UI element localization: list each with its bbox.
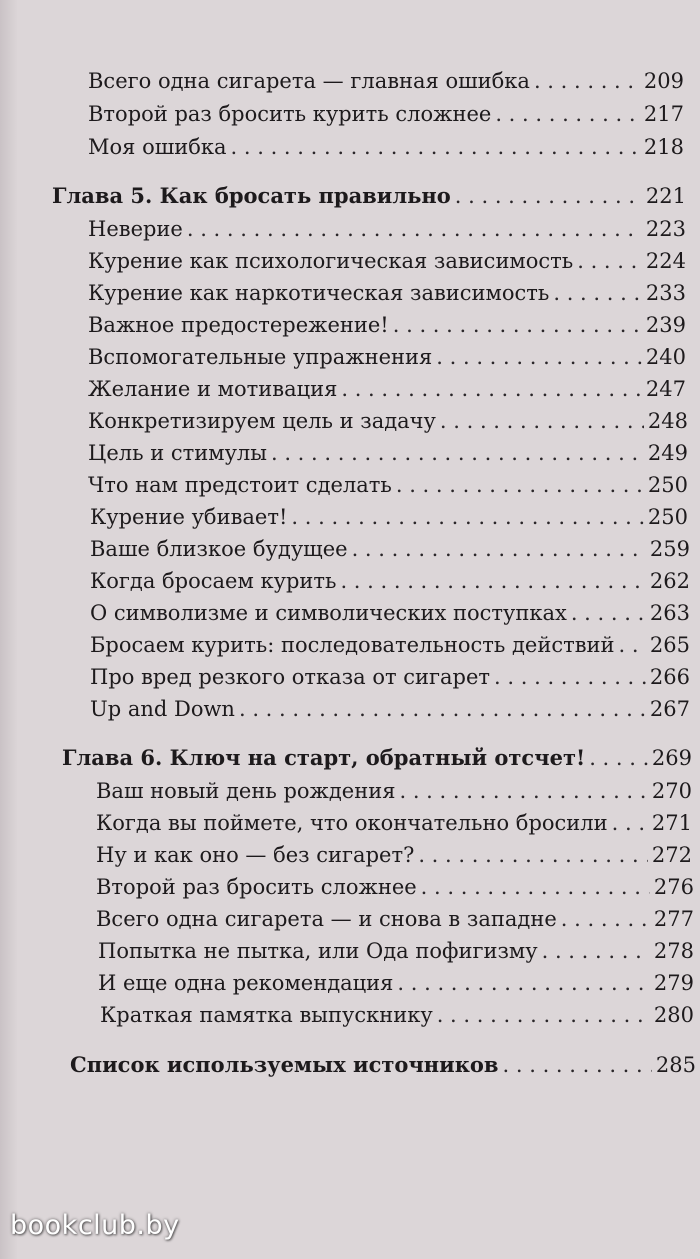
dot-leader bbox=[561, 904, 650, 934]
dot-leader bbox=[455, 181, 642, 211]
dot-leader bbox=[399, 776, 647, 806]
toc-chapter-page: 269 bbox=[651, 746, 692, 770]
toc-entry-title: Про вред резкого отказа от сигарет bbox=[90, 665, 491, 689]
dot-leader bbox=[397, 968, 650, 998]
dot-leader bbox=[340, 566, 645, 596]
toc-entry bbox=[98, 968, 694, 998]
toc-entry-page: 263 bbox=[649, 601, 690, 625]
toc-entry-page: 209 bbox=[643, 69, 684, 93]
dot-leader bbox=[534, 66, 640, 96]
toc-entry bbox=[90, 598, 690, 628]
toc-entry-title: Бросаем курить: последовательность действий bbox=[90, 633, 615, 657]
toc-entry bbox=[88, 132, 684, 162]
dot-leader bbox=[418, 840, 648, 870]
toc-entry bbox=[90, 662, 690, 692]
dot-leader bbox=[291, 502, 644, 532]
toc-entry bbox=[90, 502, 688, 532]
toc-entry-page: 266 bbox=[649, 665, 690, 689]
toc-entry-page: 247 bbox=[645, 377, 686, 401]
toc-entry-title: Что нам предстоит сделать bbox=[88, 473, 392, 497]
toc-entry-page: 233 bbox=[645, 281, 686, 305]
dot-leader bbox=[542, 936, 650, 966]
dot-leader bbox=[231, 132, 640, 162]
toc-entry-title: Курение как психологическая зависимость bbox=[88, 249, 574, 273]
toc-entry bbox=[96, 808, 692, 838]
dot-leader bbox=[352, 534, 646, 564]
toc-entry bbox=[88, 374, 686, 404]
toc-entry-title: Курение убивает! bbox=[90, 505, 288, 529]
toc-chapter-page: 221 bbox=[645, 184, 686, 208]
toc-entry-title: Ваш новый день рождения bbox=[96, 779, 396, 803]
toc-entry-page: 250 bbox=[647, 505, 688, 529]
toc-entry-page: 272 bbox=[651, 843, 692, 867]
toc-entry bbox=[88, 66, 684, 96]
toc-entry-title: О символизме и символических поступках bbox=[90, 601, 567, 625]
toc-entry-page: 259 bbox=[649, 537, 690, 561]
toc-entry-page: 248 bbox=[647, 409, 688, 433]
toc-entry-title: Up and Down bbox=[90, 697, 235, 721]
toc-entry-page: 250 bbox=[647, 473, 688, 497]
toc-entry bbox=[90, 566, 690, 596]
toc-entry-page: 217 bbox=[643, 102, 684, 126]
dot-leader bbox=[495, 99, 640, 129]
toc-entry-title: Желание и мотивация bbox=[88, 377, 338, 401]
toc-entry-page: 240 bbox=[645, 345, 686, 369]
toc-entry-page: 249 bbox=[647, 441, 688, 465]
toc-entry bbox=[90, 630, 690, 660]
toc-entry-title: Краткая памятка выпускнику bbox=[100, 1003, 433, 1027]
toc-entry-page: 277 bbox=[653, 907, 694, 931]
toc-entry bbox=[96, 840, 692, 870]
dot-leader bbox=[571, 598, 646, 628]
toc-entry bbox=[88, 406, 688, 436]
toc-entry-title: Моя ошибка bbox=[88, 135, 227, 159]
toc-entry bbox=[88, 246, 686, 276]
toc-entry-page: 223 bbox=[645, 217, 686, 241]
toc-entry bbox=[90, 534, 690, 564]
dot-leader bbox=[553, 278, 642, 308]
toc-entry-title: Цель и стимулы bbox=[88, 441, 267, 465]
toc-entry-page: 276 bbox=[653, 875, 694, 899]
toc-entry bbox=[96, 904, 694, 934]
toc-entry-title: Попытка не пытка, или Ода пофигизму bbox=[98, 939, 538, 963]
toc-entry-title: Вспомогательные упражнения bbox=[88, 345, 433, 369]
toc-entry-title: Неверие bbox=[88, 217, 183, 241]
toc-entry-title: Конкретизируем цель и задачу bbox=[88, 409, 436, 433]
toc-chapter bbox=[70, 1050, 696, 1080]
toc-entry bbox=[88, 99, 684, 129]
toc-chapter-title: Список используемых источников bbox=[70, 1052, 499, 1077]
toc-entry bbox=[98, 936, 694, 966]
toc-chapter bbox=[52, 181, 686, 211]
dot-leader bbox=[239, 694, 646, 724]
dot-leader bbox=[436, 342, 642, 372]
toc-entry bbox=[88, 438, 688, 468]
toc-entry-page: 218 bbox=[643, 135, 684, 159]
toc-entry-title: Курение как наркотическая зависимость bbox=[88, 281, 550, 305]
dot-leader bbox=[393, 310, 642, 340]
toc-entry-page: 239 bbox=[645, 313, 686, 337]
toc-entry-page: 279 bbox=[653, 971, 694, 995]
toc-entry bbox=[96, 872, 694, 902]
dot-leader bbox=[271, 438, 644, 468]
toc-entry-page: 262 bbox=[649, 569, 690, 593]
toc-entry bbox=[96, 776, 692, 806]
toc-entry bbox=[90, 694, 690, 724]
dot-leader bbox=[619, 630, 646, 660]
dot-leader bbox=[589, 743, 648, 773]
toc-entry bbox=[88, 310, 686, 340]
toc-entry-page: 265 bbox=[649, 633, 690, 657]
toc-entry-page: 270 bbox=[651, 779, 692, 803]
toc-entry bbox=[88, 342, 686, 372]
toc-entry-title: Ваше близкое будущее bbox=[90, 537, 348, 561]
site-watermark: bookclub.by bbox=[10, 1210, 180, 1241]
toc-entry bbox=[88, 470, 688, 500]
dot-leader bbox=[503, 1050, 652, 1080]
toc-entry-title: Всего одна сигарета — и снова в западне bbox=[96, 907, 557, 931]
toc-entry-title: Когда бросаем курить bbox=[90, 569, 337, 593]
dot-leader bbox=[396, 470, 644, 500]
dot-leader bbox=[577, 246, 642, 276]
toc-entry-title: Когда вы поймете, что окончательно бросили bbox=[96, 811, 608, 835]
toc-entry-page: 267 bbox=[649, 697, 690, 721]
toc-entry-title: Второй раз бросить курить сложнее bbox=[88, 102, 492, 126]
toc-chapter-title: Глава 5. Как бросать правильно bbox=[52, 183, 451, 208]
dot-leader bbox=[440, 406, 644, 436]
toc-entry-title: Второй раз бросить сложнее bbox=[96, 875, 417, 899]
toc-entry bbox=[88, 214, 686, 244]
dot-leader bbox=[341, 374, 642, 404]
dot-leader bbox=[437, 1000, 650, 1030]
toc-entry-title: Важное предостережение! bbox=[88, 313, 389, 337]
toc-entry bbox=[88, 278, 686, 308]
toc-entry-page: 224 bbox=[645, 249, 686, 273]
dot-leader bbox=[612, 808, 648, 838]
toc-chapter bbox=[62, 743, 692, 773]
dot-leader bbox=[421, 872, 650, 902]
dot-leader bbox=[187, 214, 642, 244]
toc-entry-title: Всего одна сигарета — главная ошибка bbox=[88, 69, 530, 93]
toc-chapter-page: 285 bbox=[655, 1053, 696, 1077]
toc-entry bbox=[100, 1000, 694, 1030]
toc-entry-title: И еще одна рекомендация bbox=[98, 971, 394, 995]
toc-entry-page: 271 bbox=[651, 811, 692, 835]
toc-entry-page: 280 bbox=[653, 1003, 694, 1027]
dot-leader bbox=[494, 662, 646, 692]
toc-entry-page: 278 bbox=[653, 939, 694, 963]
toc-chapter-title: Глава 6. Ключ на старт, обратный отсчет! bbox=[62, 745, 586, 770]
toc-entry-title: Ну и как оно — без сигарет? bbox=[96, 843, 415, 867]
